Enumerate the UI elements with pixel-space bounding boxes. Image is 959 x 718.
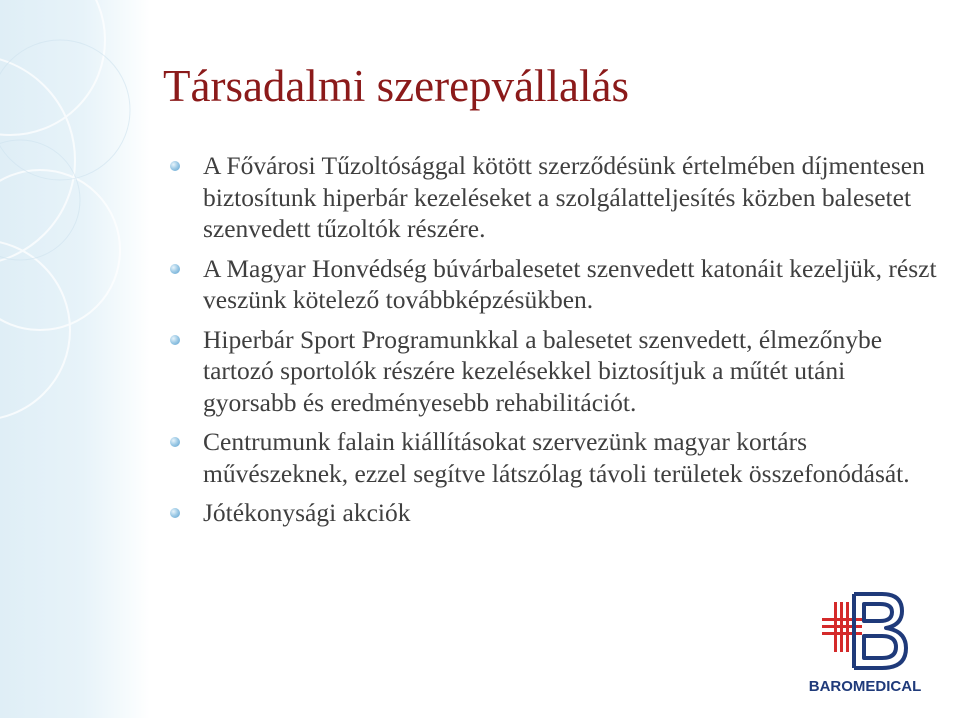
bullet-text: Jótékonysági akciók <box>203 498 411 527</box>
bullet-dot-icon <box>170 264 180 274</box>
bullet-item <box>170 150 940 245</box>
baromedical-logo <box>790 590 940 705</box>
slide-title: Társadalmi szerepvállalás <box>163 61 630 111</box>
bullet-dot-icon <box>170 508 180 518</box>
baromedical-logo-icon <box>820 590 910 672</box>
bullet-item <box>170 324 940 419</box>
bullet-item <box>170 426 940 489</box>
decorative-circles <box>0 0 180 718</box>
bullet-list <box>170 150 940 537</box>
bullet-item <box>170 253 940 316</box>
logo-text: BAROMEDICAL <box>808 678 922 695</box>
bullet-dot-icon <box>170 161 180 171</box>
bullet-text: A Magyar Honvédség búvárbalesetet szenvedett katonáit kezeljük, részt veszünk kötelező továbbképzésükben. <box>203 253 937 314</box>
bullet-dot-icon <box>170 335 180 345</box>
bullet-text: A Fővárosi Tűzoltósággal kötött szerződésünk értelmében díjmentesen biztosítunk hiperbár kezeléseket a szolgálatteljesítés közben balesetet szenvedett tűzoltók részére. <box>203 151 925 243</box>
bullet-item <box>170 497 940 529</box>
bullet-text: Hiperbár Sport Programunkkal a balesetet szenvedett, élmezőnybe tartozó sportolók részére kezelésekkel biztosítjuk a műtét utáni gyorsabb és eredményesebb rehabilitációt. <box>203 324 883 417</box>
bullet-text: Centrumunk falain kiállításokat szervezünk magyar kortárs művészeknek, ezzel segítve látszólag távoli területek összefonódását. <box>203 427 910 488</box>
bullet-dot-icon <box>170 437 180 447</box>
